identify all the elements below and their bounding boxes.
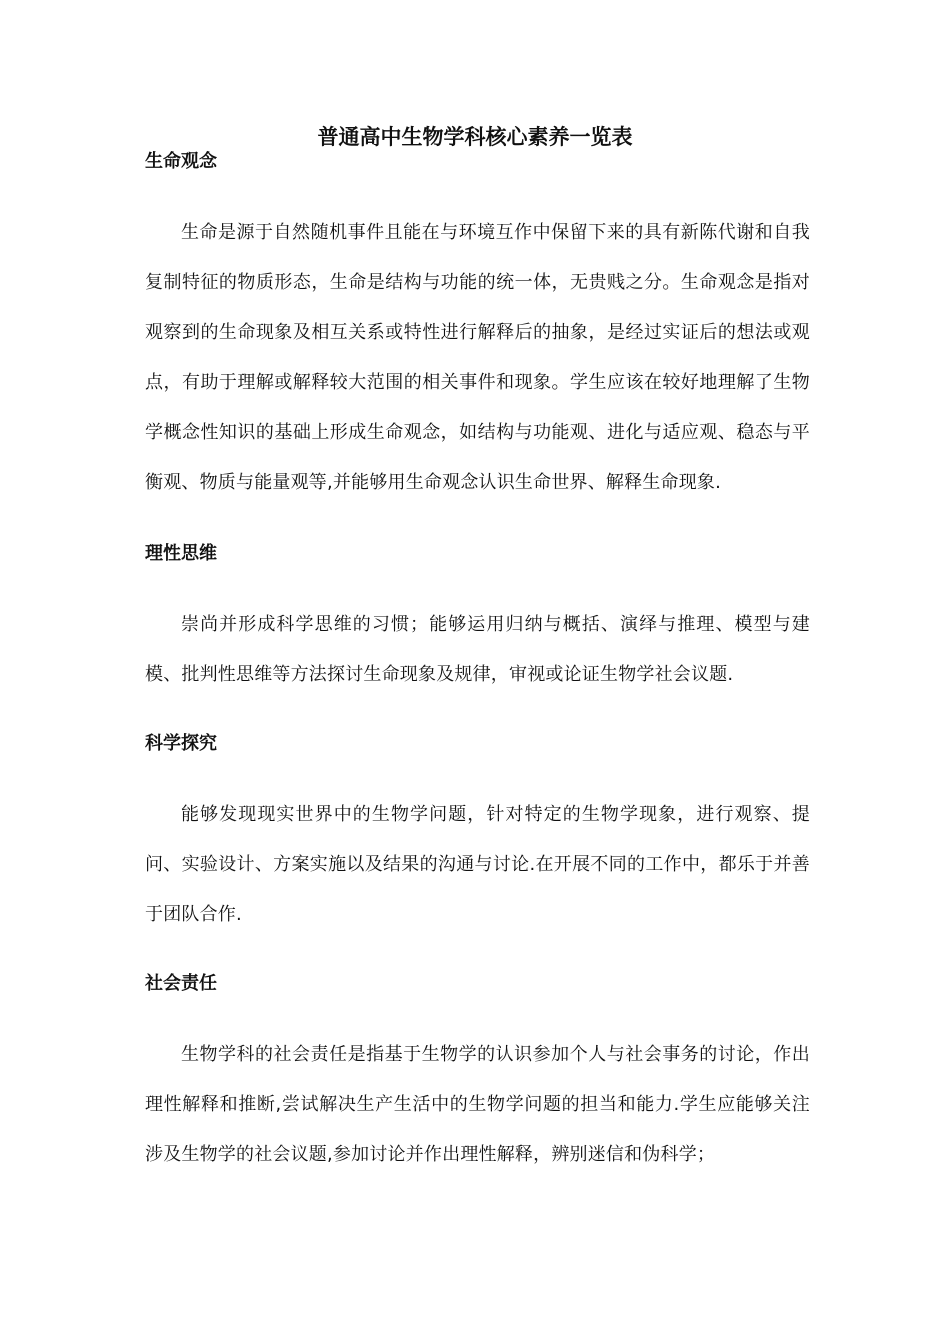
section-heading: 社会责任 — [145, 973, 217, 994]
section-paragraph: 生命是源于自然随机事件且能在与环境互作中保留下来的具有新陈代谢和自我复制特征的物质形态，生命是结构与功能的统一体，无贵贱之分。生命观念是指对观察到的生命现象及相互关系或特性进行解释后的抽象，是经过实证后的想法或观点，有助于理解或解释较大范围的相关事件和现象。学生应该在较好地理解了生物学概念性知识的基础上形成生命观念，如结构与功能观、进化与适应观、稳态与平衡观、物质与能量观等,并能够用生命观念认识生命世界、解释生命现象. — [145, 222, 810, 493]
section-social-responsibility — [145, 969, 810, 1180]
section-paragraph: 崇尚并形成科学思维的习惯；能够运用归纳与概括、演绎与推理、模型与建模、批判性思维等方法探讨生命现象及规律，审视或论证生物学社会议题. — [145, 614, 810, 685]
section-paragraph: 生物学科的社会责任是指基于生物学的认识参加个人与社会事务的讨论，作出理性解释和推断,尝试解决生产生活中的生物学问题的担当和能力.学生应能够关注涉及生物学的社会议题,参加讨论并作出理性解释，辨别迷信和伪科学； — [145, 1044, 810, 1165]
document-title: 普通高中生物学科核心素养一览表 — [317, 124, 633, 149]
section-heading: 理性思维 — [145, 543, 217, 564]
section-scientific-inquiry — [145, 729, 810, 940]
section-heading: 科学探究 — [145, 733, 217, 754]
section-life-concept — [145, 147, 810, 508]
section-paragraph: 能够发现现实世界中的生物学问题，针对特定的生物学现象，进行观察、提问、实验设计、方案实施以及结果的沟通与讨论.在开展不同的工作中，都乐于并善于团队合作. — [145, 804, 810, 925]
section-heading: 生命观念 — [145, 151, 217, 172]
section-rational-thinking — [145, 539, 810, 700]
document-content — [145, 147, 810, 1180]
